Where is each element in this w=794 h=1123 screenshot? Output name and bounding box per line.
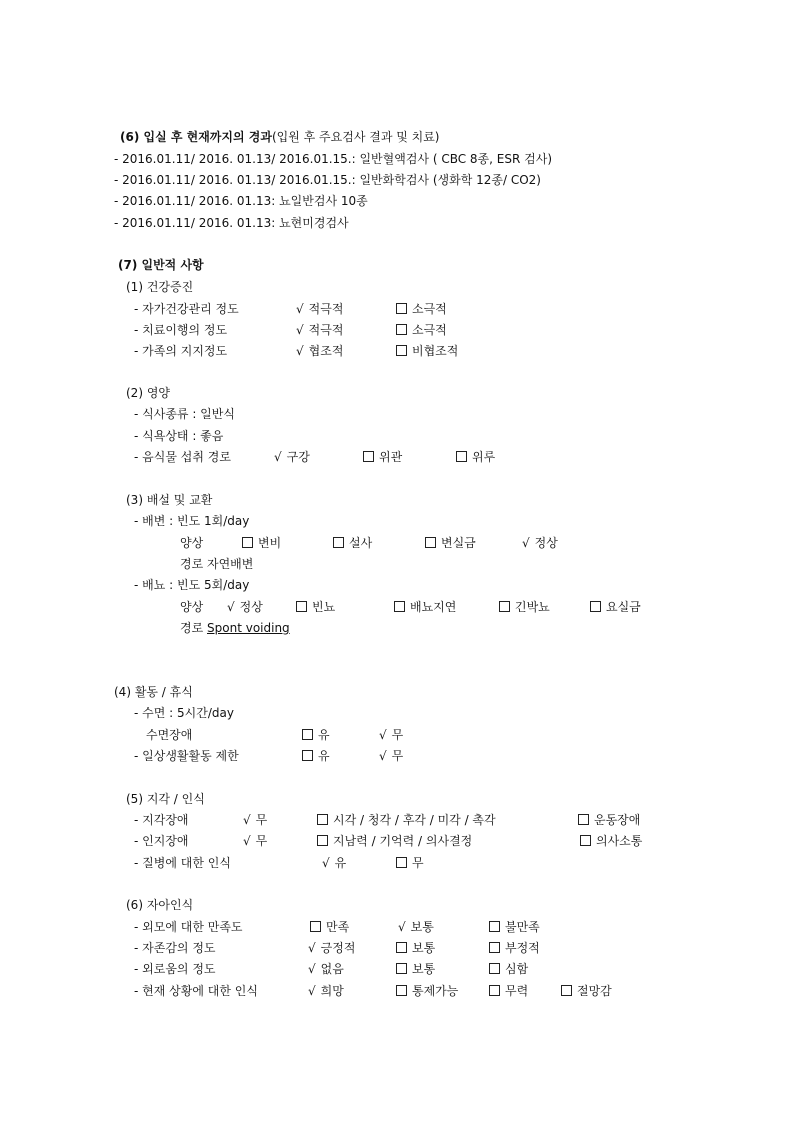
checkbox-icon [317, 835, 328, 846]
checkbox-icon [489, 963, 500, 974]
health-option[interactable] [396, 322, 447, 338]
self-option-label: 통제가능 [412, 984, 459, 998]
check-mark-icon: √ [379, 749, 387, 763]
checkbox-icon [302, 729, 313, 740]
daily-activity-option-label: 무 [391, 749, 404, 763]
self-option[interactable] [489, 919, 540, 935]
urine-option-label: 배뇨지연 [410, 600, 457, 614]
health-option[interactable] [296, 301, 343, 317]
daily-activity-option[interactable] [302, 748, 330, 764]
self-option-label: 부정적 [505, 941, 540, 955]
checkbox-icon [396, 942, 407, 953]
checkbox-icon [363, 451, 374, 462]
intake-route-option[interactable] [456, 449, 495, 465]
self-row-label: - 현재 상황에 대한 인식 [134, 984, 258, 998]
stool-frequency: - 배변 : 빈도 1회/day [134, 514, 250, 528]
cognitive-option[interactable] [580, 833, 642, 849]
self-option-label: 보통 [412, 962, 436, 976]
check-mark-icon: √ [243, 813, 251, 827]
checkbox-icon [456, 451, 467, 462]
self-option[interactable] [308, 961, 344, 977]
activity-title: (4) 활동 / 휴식 [114, 685, 193, 699]
checkbox-icon [580, 835, 591, 846]
check-mark-icon: √ [274, 450, 282, 464]
self-option[interactable] [398, 919, 434, 935]
cognitive-option-label: 무 [255, 834, 268, 848]
sensory-label: - 지각장애 [134, 813, 189, 827]
urine-option[interactable] [499, 599, 550, 615]
daily-activity-label: - 일상생활활동 제한 [134, 749, 239, 763]
urine-route-value: Spont voiding [207, 621, 290, 635]
urine-option[interactable] [296, 599, 335, 615]
self-row-label: - 외로움의 정도 [134, 962, 216, 976]
sensory-option[interactable] [317, 812, 496, 828]
sec6-title-bold: (6) 입실 후 현재까지의 경과 [120, 130, 272, 144]
sensory-option[interactable] [578, 812, 640, 828]
self-option[interactable] [396, 940, 435, 956]
self-option[interactable] [489, 983, 528, 999]
self-option-label: 절망감 [577, 984, 612, 998]
perception-title: (5) 지각 / 인식 [126, 792, 205, 806]
cognitive-option[interactable] [243, 833, 267, 849]
checkbox-icon [561, 985, 572, 996]
check-mark-icon: √ [308, 984, 316, 998]
urine-route [180, 620, 290, 636]
diet-type: - 식사종류 : 일반식 [134, 407, 235, 421]
health-option[interactable] [396, 343, 458, 359]
intake-route-option-label: 위루 [472, 450, 496, 464]
checkbox-icon [489, 985, 500, 996]
self-option-label: 없음 [320, 962, 344, 976]
self-row-label: - 외모에 대한 만족도 [134, 920, 243, 934]
sensory-option[interactable] [243, 812, 267, 828]
sleep-disorder-option-label: 유 [318, 728, 330, 742]
self-option-label: 심함 [505, 962, 529, 976]
checkbox-icon [310, 921, 321, 932]
checkbox-icon [396, 303, 407, 314]
urine-frequency: - 배뇨 : 빈도 5회/day [134, 578, 250, 592]
self-option[interactable] [308, 983, 344, 999]
intake-route-option-label: 위관 [379, 450, 403, 464]
self-option[interactable] [561, 983, 612, 999]
self-option[interactable] [396, 961, 435, 977]
check-mark-icon: √ [243, 834, 251, 848]
sleep-disorder-option[interactable] [302, 727, 330, 743]
elimination-title: (3) 배설 및 교환 [126, 493, 213, 507]
checkbox-icon [396, 963, 407, 974]
illness-awareness-label: - 질병에 대한 인식 [134, 856, 231, 870]
illness-awareness-option[interactable] [322, 855, 346, 871]
appetite: - 식욕상태 : 좋음 [134, 429, 224, 443]
urine-route-label: 경로 [180, 621, 204, 635]
check-mark-icon: √ [522, 536, 530, 550]
daily-activity-option-label: 유 [318, 749, 330, 763]
sec6-title-rest: (입원 후 주요검사 결과 및 치료) [271, 130, 440, 144]
self-title: (6) 자아인식 [126, 898, 194, 912]
check-mark-icon: √ [398, 920, 406, 934]
health-row-label: - 가족의 지지정도 [134, 344, 228, 358]
sensory-option-label: 시각 / 청각 / 후각 / 미각 / 촉각 [333, 813, 496, 827]
checkbox-icon [302, 750, 313, 761]
health-option[interactable] [396, 301, 447, 317]
stool-option[interactable] [425, 535, 476, 551]
sec6-item: - 2016.01.11/ 2016. 01.13/ 2016.01.15.: 일반혈액검사 ( CBC 8종, ESR 검사) [114, 152, 552, 166]
self-option-label: 무력 [505, 984, 529, 998]
checkbox-icon [425, 537, 436, 548]
checkbox-icon [333, 537, 344, 548]
cognitive-option[interactable] [317, 833, 472, 849]
check-mark-icon: √ [296, 302, 304, 316]
sensory-option-label: 무 [255, 813, 268, 827]
sensory-option-label: 운동장애 [594, 813, 641, 827]
intake-route-option[interactable] [363, 449, 402, 465]
illness-awareness-option[interactable] [396, 855, 424, 871]
self-option-label: 긍정적 [320, 941, 356, 955]
stool-option-label: 설사 [349, 536, 373, 550]
self-option-label: 보통 [410, 920, 434, 934]
health-option[interactable] [296, 322, 343, 338]
sleep-disorder-option[interactable] [379, 727, 403, 743]
sleep-hours: - 수면 : 5시간/day [134, 706, 234, 720]
cognitive-option-label: 의사소통 [596, 834, 643, 848]
self-option-label: 불만족 [505, 920, 540, 934]
checkbox-icon [296, 601, 307, 612]
illness-awareness-option-label: 무 [412, 856, 424, 870]
checkbox-icon [317, 814, 328, 825]
urine-option-label: 빈뇨 [312, 600, 336, 614]
check-mark-icon: √ [308, 941, 316, 955]
nutrition-title: (2) 영양 [126, 386, 170, 400]
self-option[interactable] [396, 983, 458, 999]
check-mark-icon: √ [227, 600, 235, 614]
cognitive-option-label: 지남력 / 기억력 / 의사결정 [333, 834, 473, 848]
illness-awareness-option-label: 유 [334, 856, 347, 870]
intake-route-option-label: 구강 [286, 450, 310, 464]
health-row-label: - 자가건강관리 정도 [134, 302, 239, 316]
check-mark-icon: √ [296, 344, 304, 358]
health-option-label: 적극적 [308, 302, 344, 316]
urine-option[interactable] [590, 599, 641, 615]
checkbox-icon [396, 345, 407, 356]
urine-option-label: 요실금 [606, 600, 641, 614]
daily-activity-option[interactable] [379, 748, 403, 764]
self-option[interactable] [489, 940, 540, 956]
urine-option[interactable] [227, 599, 263, 615]
health-option-label: 협조적 [308, 344, 344, 358]
check-mark-icon: √ [322, 856, 330, 870]
checkbox-icon [590, 601, 601, 612]
sec6-item: - 2016.01.11/ 2016. 01.13: 뇨현미경검사 [114, 216, 349, 230]
intake-route-label: - 음식물 섭취 경로 [134, 450, 231, 464]
self-row-label: - 자존감의 정도 [134, 941, 216, 955]
stool-option-label: 변실금 [441, 536, 476, 550]
stool-option-label: 정상 [534, 536, 558, 550]
health-option-label: 소극적 [412, 323, 447, 337]
urine-option-label: 정상 [239, 600, 263, 614]
self-option[interactable] [308, 940, 355, 956]
checkbox-icon [242, 537, 253, 548]
cognitive-label: - 인지장애 [134, 834, 189, 848]
health-option-label: 소극적 [412, 302, 447, 316]
urine-option-label: 긴박뇨 [515, 600, 550, 614]
sec6-item: - 2016.01.11/ 2016. 01.13: 뇨일반검사 10종 [114, 194, 368, 208]
sleep-disorder-option-label: 무 [391, 728, 404, 742]
health-title: (1) 건강증진 [126, 280, 194, 294]
sleep-disorder-label: 수면장애 [146, 728, 193, 742]
checkbox-icon [578, 814, 589, 825]
health-option-label: 비협조적 [412, 344, 459, 358]
checkbox-icon [394, 601, 405, 612]
check-mark-icon: √ [296, 323, 304, 337]
checkbox-icon [499, 601, 510, 612]
checkbox-icon [396, 857, 407, 868]
check-mark-icon: √ [379, 728, 387, 742]
stool-route: 경로 자연배변 [180, 557, 254, 571]
intake-route-option[interactable] [274, 449, 310, 465]
sec6-title [120, 129, 440, 145]
urine-shape-label: 양상 [180, 600, 204, 614]
stool-option[interactable] [242, 535, 281, 551]
stool-option-label: 변비 [258, 536, 282, 550]
stool-option[interactable] [333, 535, 372, 551]
self-option-label: 희망 [320, 984, 344, 998]
self-option-label: 만족 [326, 920, 350, 934]
urine-option[interactable] [394, 599, 456, 615]
health-option-label: 적극적 [308, 323, 344, 337]
health-option[interactable] [296, 343, 343, 359]
stool-option[interactable] [522, 535, 558, 551]
self-option-label: 보통 [412, 941, 436, 955]
checkbox-icon [489, 921, 500, 932]
check-mark-icon: √ [308, 962, 316, 976]
self-option[interactable] [310, 919, 349, 935]
checkbox-icon [489, 942, 500, 953]
sec6-item: - 2016.01.11/ 2016. 01.13/ 2016.01.15.: 일반화학검사 (생화학 12종/ CO2) [114, 173, 541, 187]
self-option[interactable] [489, 961, 528, 977]
checkbox-icon [396, 985, 407, 996]
checkbox-icon [396, 324, 407, 335]
stool-shape-label: 양상 [180, 536, 204, 550]
health-row-label: - 치료이행의 정도 [134, 323, 228, 337]
sec7-title: (7) 일반적 사항 [118, 258, 204, 272]
